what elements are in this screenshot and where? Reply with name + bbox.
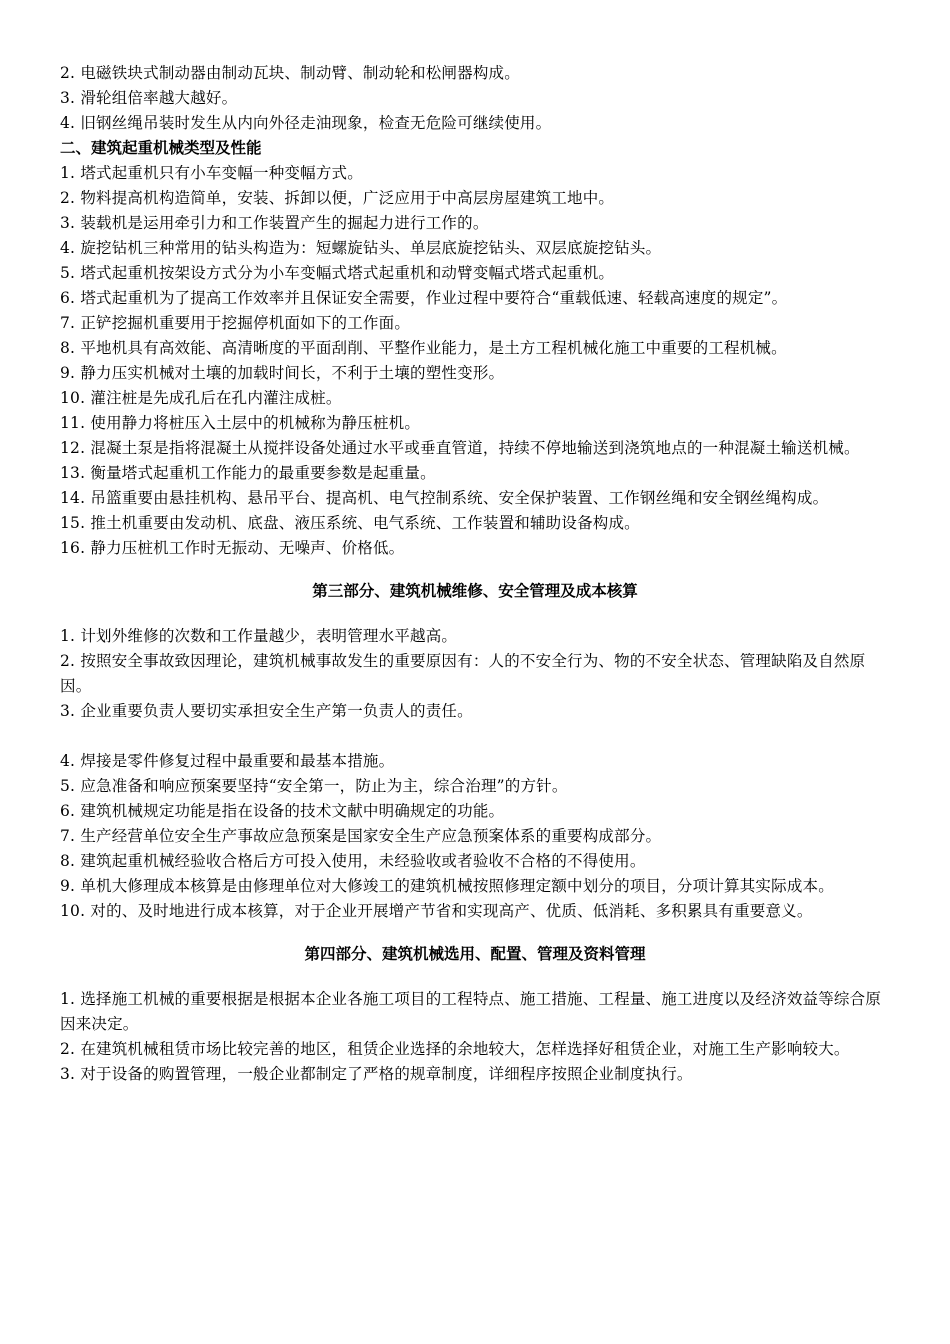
list-item: 6. 建筑机械规定功能是指在设备的技术文献中明确规定的功能。: [60, 802, 505, 820]
part3-list-a: [60, 624, 890, 724]
list-item: 6. 塔式起重机为了提高工作效率并且保证安全需要，作业过程中要符合“重载低速、轻载高速度的规定”。: [60, 289, 788, 307]
list-item: 7. 生产经营单位安全生产事故应急预案是国家安全生产应急预案体系的重要构成部分。: [60, 827, 662, 845]
list-item: 4. 焊接是零件修复过程中最重要和最基本措施。: [60, 752, 395, 770]
list-item: 8. 建筑起重机械经验收合格后方可投入使用，未经验收或者验收不合格的不得使用。: [60, 852, 646, 870]
list-item: 16. 静力压桩机工作时无振动、无噪声、价格低。: [60, 539, 405, 557]
list-item: 14. 吊篮重要由悬挂机构、悬吊平台、提高机、电气控制系统、安全保护装置、工作钢丝绳和安全钢丝绳构成。: [60, 489, 829, 507]
part4-list: [60, 987, 890, 1087]
list-item: 1. 计划外维修的次数和工作量越少，表明管理水平越高。: [60, 627, 458, 645]
list-item: 11. 使用静力将桩压入土层中的机械称为静压桩机。: [60, 414, 421, 432]
list-item: 8. 平地机具有高效能、高清晰度的平面刮削、平整作业能力，是土方工程机械化施工中重要的工程机械。: [60, 339, 787, 357]
list-item: 12. 混凝土泵是指将混凝土从搅拌设备处通过水平或垂直管道，持续不停地输送到浇筑地点的一种混凝土输送机械。: [60, 439, 860, 457]
part-title: 第四部分、建筑机械选用、配置、管理及资料管理: [304, 945, 646, 963]
list-item: 2. 按照安全事故致因理论，建筑机械事故发生的重要原因有：人的不安全行为、物的不安全状态、管理缺陷及自然原因。: [60, 652, 866, 695]
list-item: 5. 塔式起重机按架设方式分为小车变幅式塔式起重机和动臂变幅式塔式起重机。: [60, 264, 615, 282]
section-a-list: [60, 61, 890, 136]
list-item: 10. 灌注桩是先成孔后在孔内灌注成桩。: [60, 389, 342, 407]
list-item: 3. 装载机是运用牵引力和工作装置产生的掘起力进行工作的。: [60, 214, 489, 232]
list-item: 2. 物料提高机构造简单，安装、拆卸以便，广泛应用于中高层房屋建筑工地中。: [60, 189, 615, 207]
list-item: 9. 单机大修理成本核算是由修理单位对大修竣工的建筑机械按照修理定额中划分的项目，分项计算其实际成本。: [60, 877, 834, 895]
list-item: 1. 选择施工机械的重要根据是根据本企业各施工项目的工程特点、施工措施、工程量、施工进度以及经济效益等综合原因来决定。: [60, 990, 882, 1033]
list-item: 9. 静力压实机械对土壤的加载时间长，不利于土壤的塑性变形。: [60, 364, 505, 382]
list-item: 2. 在建筑机械租赁市场比较完善的地区，租赁企业选择的余地较大，怎样选择好租赁企业，对施工生产影响较大。: [60, 1040, 850, 1058]
part-title: 第三部分、建筑机械维修、安全管理及成本核算: [312, 582, 638, 600]
list-item: 5. 应急准备和响应预案要坚持“安全第一，防止为主，综合治理”的方针。: [60, 777, 568, 795]
list-item: 3. 滑轮组倍率越大越好。: [60, 89, 238, 107]
list-item: 15. 推土机重要由发动机、底盘、液压系统、电气系统、工作装置和辅助设备构成。: [60, 514, 640, 532]
section-b-list: [60, 161, 890, 561]
list-item: 3. 企业重要负责人要切实承担安全生产第一负责人的责任。: [60, 702, 473, 720]
part3-list-b: [60, 749, 890, 924]
list-item: 4. 旋挖钻机三种常用的钻头构造为：短螺旋钻头、单层底旋挖钻头、双层底旋挖钻头。: [60, 239, 662, 257]
list-item: 3. 对于设备的购置管理，一般企业都制定了严格的规章制度，详细程序按照企业制度执行。: [60, 1065, 693, 1083]
document-page: [60, 61, 890, 1087]
blank-line: [60, 724, 890, 749]
list-item: 2. 电磁铁块式制动器由制动瓦块、制动臂、制动轮和松闸器构成。: [60, 64, 520, 82]
list-item: 7. 正铲挖掘机重要用于挖掘停机面如下的工作面。: [60, 314, 411, 332]
list-item: 4. 旧钢丝绳吊装时发生从内向外径走油现象，检查无危险可继续使用。: [60, 114, 552, 132]
list-item: 13. 衡量塔式起重机工作能力的最重要参数是起重量。: [60, 464, 436, 482]
list-item: 10. 对的、及时地进行成本核算，对于企业开展增产节省和实现高产、优质、低消耗、多积累具有重要意义。: [60, 902, 813, 920]
list-item: 1. 塔式起重机只有小车变幅一种变幅方式。: [60, 164, 363, 182]
section-heading: 二、建筑起重机械类型及性能: [60, 139, 262, 157]
